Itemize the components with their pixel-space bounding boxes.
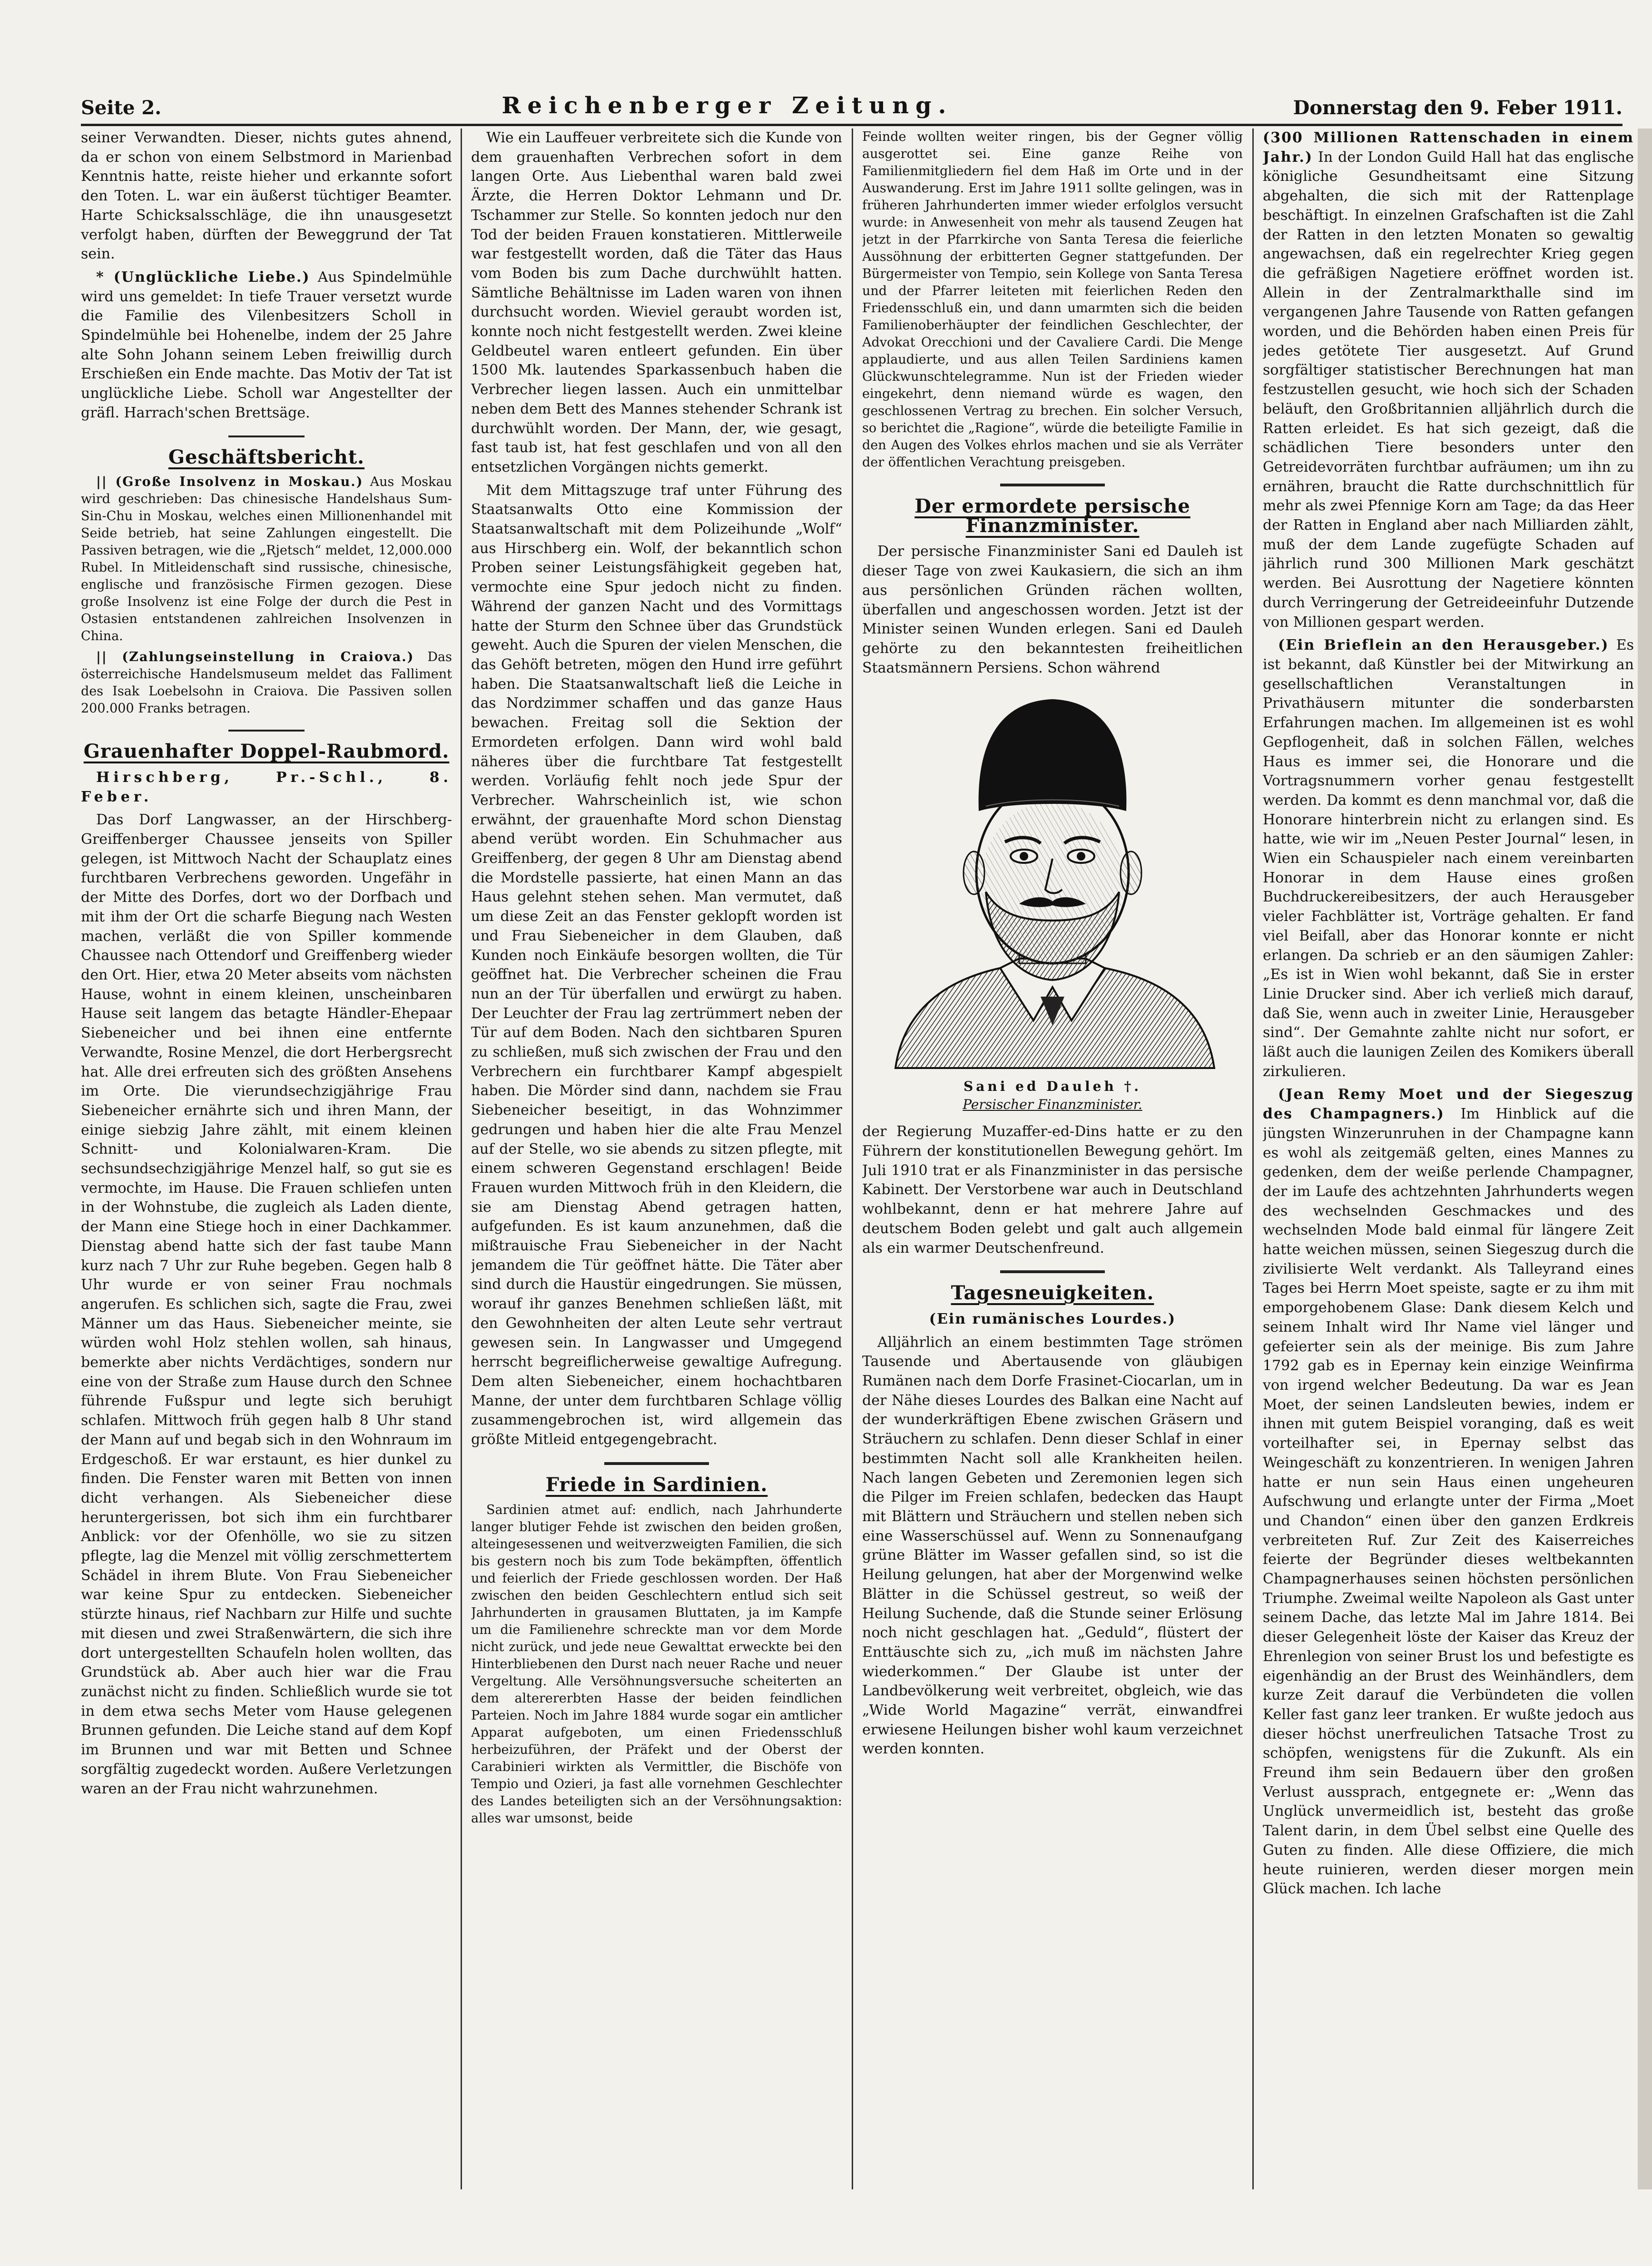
article-paragraph: der Regierung Muzaffer-ed-Dins hatte er zu den Führern der konstitutionellen Bewegung gehört. Im Juli 1910 trat er als Finanzminister in das persische Kabinett. Der Verstorbene war auch in Deutschland wohlbekannt, denn er hat mehrere Jahre auf deutschem Boden gelebt und galt auch allgemein als ein warmer Deutschenfreund. <box>862 1123 1243 1257</box>
news-item-body: Aus Moskau wird geschrieben: Das chinesische Handelshaus Sum-Sin-Chu in Moskau, welches einen Millionenhandel mit Seide betrieb, hat seine Zahlungen eingestellt. Die Passiven betragen, wie die „Rjetsch“ meldet, 12,000.000 Rubel. In Mitleidenschaft sind russische, chinesische, englische und französische Firmen gezogen. Diese große Insolvenz ist eine Folge der durch die Pest in Ostasien entstandenen zahlreichen Insolvenzen in China. <box>81 475 452 644</box>
section-title-persischer-finanzminister: Der ermordete persische Finanzminister. <box>914 495 1190 537</box>
news-item-body: Im Hinblick auf die jüngsten Winzerunruhen in der Champagne kann es wohl als zeitgemäß gelten, eines Mannes zu gedenken, dem der weiße perlende Champagner, der im Laufe des achtzehnten Jahrhunderts wegen des wechselnden Geschmackes und des wechselnden Mode bald einmal für längere Zeit hatte weichen müssen, seinen Siegeszug durch die zivilisierte Welt verdankt. Als Talleyrand eines Tages bei Herrn Moet speiste, sagte er zu ihm mit emporgehobenem Glase: Dank diesem Kelch und seinem Inhalt wird Ihr Name viel länger und gefeierter sein als der meinige. Bis zum Jahre 1792 gab es in Epernay kein einzige Weinfirma von irgend welcher Bedeutung. Da war es Jean Moet, der seinen Landsleuten bewies, indem er ihnen mit gutem Beispiel voranging, daß es weit vorteilhafter sei, in Epernay selbst das Weingeschäft zu konzentrieren. In wenigen Jahren hatte er nun sein Haus einen ungeheuren Aufschwung und erlangte unter der Firma „Moet und Chandon“ einen über den ganzen Erdkreis verbreiteten Ruf. Zur Zeit des Kaiserreiches feierte der Begründer dieses weltbekannten Champagnerhauses seinen höchsten persönlichen Triumphe. Zweimal weilte Napoleon als Gast unter seinem Dache, das letzte Mal im Jahre 1814. Bei dieser Gelegenheit löste der Kaiser das Kreuz der Ehrenlegion von seiner Brust los und befestigte es eigenhändig an der Brust des Weinhändlers, dem kurze Zeit darauf die Verbündeten die vollen Keller fast ganz leer tranken. Er wußte jedoch aus dieser höchst unerfreulichen Tatsache Trost zu schöpfen, wenigstens für die Zukunft. Als ein Freund ihm sein Bedauern über den großen Verlust aussprach, entgegnete er: „Wenn das Unglück unvermeidlich ist, besteht das große Talent darin, in dem Übel selbst eine Quelle des Guten zu finden. Alle diese Offiziere, die mich heute ruinieren, werden dieser morgen mein Glück machen. Ich lache <box>1263 1106 1634 1898</box>
portrait-illustration <box>876 692 1229 1073</box>
news-item-body: Aus Spindelmühle wird uns gemeldet: In tiefe Trauer versetzt wurde die Familie des Vilenbesitzers Scholl in Spindelmühle bei Hohenelbe, indem der 25 Jahre alte Sohn Johann seinem Leben freiwillig durch Erschießen ein Ende machte. Das Motiv der Tat ist unglückliche Liebe. Scholl war Angestellter der gräfl. Harrach'schen Brettsäge. <box>81 268 452 421</box>
section-title-tagesneuigkeiten: Tagesneuigkeiten. <box>951 1282 1154 1305</box>
section-divider <box>228 435 305 437</box>
article-continuation: seiner Verwandten. Dieser, nichts gutes ahnend, da er schon von einem Selbstmord in Marienbad Kenntnis hatte, reiste hieher und erkannte sofort den Toten. L. war ein äußerst tüchtiger Beamter. Harte Schicksalsschläge, die ihn unausgesetzt verfolgt haben, dürften der Beweggrund der Tat sein. <box>81 129 452 263</box>
news-item-heading: * (Unglückliche Liebe.) <box>96 268 310 286</box>
portrait-caption <box>862 1078 1243 1114</box>
column-1 <box>81 129 452 2194</box>
page-number: Seite 2. <box>81 97 162 119</box>
section-divider <box>1000 484 1105 486</box>
news-item-body: In der London Guild Hall hat das englische königliche Gesundheitsamt eine Sitzung abgehalten, die sich mit der Rattenplage beschäftigt. In einzelnen Grafschaften ist die Zahl der Ratten in den letzten Monaten so gewaltig angewachsen, daß ein regelrechter Krieg gegen die gefräßigen Nagetiere eröffnet worden ist. Allein in der Zentralmarkthalle sind im vergangenen Jahre Tausende von Ratten gefangen worden, und die Behörden haben einen Preis für jedes getötete Tier ausgesetzt. Auf Grund sorgfältiger statistischer Berechnungen hat man festzustellen gesucht, wie hoch sich der Schaden beläuft, den Großbritannien alljährlich durch die Ratten erleidet. Es hat sich gezeigt, daß die schädlichen Tiere besonders unter den Getreidevorräten furchtbar aufräumen; um ihn zu ernähren, braucht die Ratte durchschnittlich für mehr als zwei Pfennige Korn am Tage; da das Heer der Ratten in England aber nach Milliarden zählt, muß der dem Lande zugefügte Schaden auf jährlich rund 300 Millionen Mark geschätzt werden. Bei Ausrottung der Nagetiere könnten durch Verringerung der Getreideeinfuhr Dutzende von Millionen gespart werden. <box>1263 148 1634 631</box>
news-item-unglueckliche-liebe <box>81 268 452 423</box>
caption-name: Sani ed Dauleh †. <box>964 1079 1141 1095</box>
dateline: Hirschberg, Pr.-Schl., 8. Feber. <box>81 769 452 805</box>
news-item-insolvenz-moskau <box>81 474 452 645</box>
news-item-heading: || (Zahlungseinstellung in Craiova.) <box>96 650 414 665</box>
news-item-heading-text: (Ein rumänisches Lourdes.) <box>929 1310 1176 1327</box>
news-item-heading <box>862 1310 1243 1329</box>
portrait-engraving-icon <box>876 692 1229 1073</box>
news-item-body: Das österreichische Handelsmuseum meldet das Falliment des Isak Loebelsohn in Craiova. Die Passiven sollen 200.000 Franks betragen. <box>81 650 452 716</box>
news-item-heading: (300 Millionen Rattenschaden in einem Jahr.) <box>1263 129 1634 166</box>
section-divider <box>604 1462 709 1465</box>
article-paragraph: Mit dem Mittagszuge traf unter Führung des Staatsanwalts Otto eine Kommission der Staatsanwaltschaft mit dem Polizeihunde „Wolf“ aus Hirschberg ein. Wolf, der bekanntlich schon Proben seiner Leistungsfähigkeit gegeben hat, vermochte eine Spur jedoch nicht zu finden. Während der ganzen Nacht und des Vormittags hatte der Sturm den Schnee über das Grundstück geweht. Auch die Spuren der vielen Menschen, die das Gehöft betreten, mögen den Hund irre geführt haben. Die Staatsanwaltschaft ließ die Leiche in das Nordzimmer schaffen und das ganze Haus bewachen. Freitag soll die Sektion der Ermordeten erfolgen. Dann wird wohl bald näheres über die furchtbare Tat festgestellt werden. Vorläufig fehlt noch jede Spur der Verbrecher. Wahrscheinlich ist, wie schon erwähnt, der grauenhafte Mord schon Dienstag abend verübt worden. Ein Schuhmacher aus Greiffenberg, der gegen 8 Uhr am Dienstag abend die Mordstelle passierte, hat einen Mann an das Haus gelehnt stehen sehen. Man vermutet, daß um diese Zeit an das Fenster geklopft worden ist und Frau Siebeneicher in dem Glauben, daß Kunden noch Einkäufe besorgen wollten, die Tür geöffnet hat. Die Verbrecher scheinen die Frau nun an der Tür überfallen und erwürgt zu haben. Der Leuchter der Frau lag zertrümmert neben der Tür auf dem Boden. Nach den sichtbaren Spuren zu schließen, muß sich zwischen der Frau und den Verbrechern ein furchtbarer Kampf abgespielt haben. Die Mörder sind dann, nachdem sie Frau Siebeneicher beseitigt, in das Wohnzimmer gedrungen und haben hier die alte Frau Menzel auf der Stelle, wo sie abends zu sitzen pflegte, mit einem schweren Gegenstand erschlagen! Beide Frauen wurden Mittwoch früh in den Kleidern, die sie am Dienstag Abend getragen hatten, aufgefunden. Es ist kaum anzunehmen, daß die mißtrauische Frau Siebeneicher in der Nacht jemandem die Tür geöffnet hätte. Die Täter aber sind durch die Haustür eingedrungen. Sie müssen, worauf ihr ganzes Benehmen schließen läßt, mit den Gewohnheiten der alten Leute sehr vertraut gewesen sein. In Langwasser und Umgegend herrscht begreiflicherweise gewaltige Aufregung. Dem alten Siebeneicher, einem hochachtbaren Manne, der unter dem furchtbaren Schlage völlig zusammengebrochen ist, wird allgemein das größte Mitleid entgegengebracht. <box>471 482 842 1448</box>
column-rule <box>852 129 853 2189</box>
caption-title: Persischer Finanzminister. <box>963 1097 1142 1113</box>
news-item-heading: (Ein Brieflein an den Herausgeber.) <box>1278 637 1609 654</box>
article-paragraph: Sardinien atmet auf: endlich, nach Jahrhunderte langer blutiger Fehde ist zwischen den beiden großen, alteingesessenen und weitverzweigten Familien, die sich bis gestern noch bis zum Tode bekämpften, öffentlich und feierlich der Friede geschlossen worden. Der Haß zwischen den beiden Geschlechtern entlud sich seit Jahrhunderten in grausamen Bluttaten, ja im Kampfe um die Familienehre schreckte man vor dem Morde nicht zurück, und jede neue Gewalttat erweckte bei den Hinterbliebenen den Durst nach neuer Rache und neuer Vergeltung. Alle Versöhnungsversuche scheiterten an dem alterererbten Hasse der beiden feindlichen Parteien. Noch im Jahre 1884 wurde sogar ein amtlicher Apparat aufgeboten, um einen Friedensschluß herbeizuführen, der Präfekt und der Oberst der Carabinieri wirkten als Vermittler, die Bischöfe von Tempio und Ozieri, ja fast alle vornehmen Geschlechter des Landes beteiligten sich an der Versöhnungsaktion: alles war umsonst, beide <box>471 1502 842 1826</box>
column-4 <box>1263 129 1634 2194</box>
news-item-craiova <box>81 649 452 717</box>
news-item-brieflein <box>1263 636 1634 1081</box>
section-divider <box>1000 1270 1105 1273</box>
section-divider <box>228 730 305 732</box>
section-title-doppel-raubmord: Grauenhafter Doppel-Raubmord. <box>83 740 450 763</box>
article-paragraph: Das Dorf Langwasser, an der Hirschberg-Greiffenberger Chaussee jenseits von Spiller gelegen, ist Mittwoch Nacht der Schauplatz eines furchtbaren Verbrechens geworden. Ungefähr in der Mitte des Dorfes, dort wo der Dorfbach und mit ihm der Ort die scharfe Biegung nach Westen machen, verläßt die von Spiller kommende Chaussee nach Ottendorf und Greiffenberg wieder den Ort. Hier, etwa 20 Meter abseits vom nächsten Hause, wohnt in einem kleinen, unscheinbaren Hause seit langem das betagte Händler-Ehepaar Siebeneicher und bei ihnen eine entfernte Verwandte, Rosine Menzel, die dort Herbergsrecht hat. Alle drei erfreuten sich des größten Ansehens im Orte. Die vierundsechzigjährige Frau Siebeneicher ernährte sich und ihren Mann, der einige siebzig Jahre zählt, mit einem kleinen Schnitt- und Kolonialwaren-Kram. Die sechsundsechzigjährige Menzel half, so gut sie es vermochte, im Hause. Die Frauen schliefen unten in der Wohnstube, die zugleich als Laden diente, der Mann eine Stiege hoch in einer Dachkammer. Dienstag abend hatte sich der fast taube Mann kurz nach 7 Uhr zur Ruhe begeben. Gegen halb 8 Uhr wurde er von seiner Frau nochmals angerufen. Es schlichen sich, sagte die Frau, zwei Männer um das Haus. Siebeneicher meinte, sie würden wohl Holz stehlen wollen, sah hinaus, bemerkte aber nichts Verdächtiges, sondern nur eine von der Straße zum Hause durch den Schnee führende Fußspur und legte sich beruhigt schlafen. Mittwoch früh gegen halb 8 Uhr stand der Mann auf und begab sich in den Wohnraum im Erdgeschoß. Er war erstaunt, es hier dunkel zu finden. Die Fenster waren mit Betten von innen dicht verhangen. Als Siebeneicher diese heruntergerissen, bot sich ihm ein furchtbarer Anblick: vor der Ofenhölle, wo sie zu sitzen pflegte, lag die Menzel mit völlig zerschmettertem Schädel in ihrem Blute. Von Frau Siebeneicher war keine Spur zu entdecken. Siebeneicher stürzte hinaus, rief Nachbarn zur Hilfe und suchte mit diesen und zwei Straßenwärtern, die sich ihre dort untergestellten Schaufeln holen wollten, das Grundstück ab. Aber auch hier war die Frau zunächst nicht zu finden. Schließlich wurde sie tot in dem etwa sechs Meter vom Hause gelegenen Brunnen gefunden. Die Leiche stand auf dem Kopf im Brunnen und war mit Betten und Schnee sorgfältig zugedeckt worden. Außere Verletzungen waren an der Frau nicht wahrzunehmen. <box>81 811 452 1797</box>
column-rule <box>461 129 462 2189</box>
newspaper-title: Reichenberger Zeitung. <box>502 92 953 119</box>
news-item-champagner <box>1263 1085 1634 1899</box>
page-header <box>81 85 1622 126</box>
news-item-heading: (Jean Remy Moet und der Siegeszug des Champagners.) <box>1263 1086 1634 1123</box>
column-3 <box>862 129 1243 2194</box>
news-item-body: Es ist bekannt, daß Künstler bei der Mitwirkung an gesellschaftlichen Veranstaltungen in Privathäusern mitunter die sonderbarsten Erfahrungen machen. Im allgemeinen ist es wohl Gepflogenheit, daß in solchen Fällen, welches Haus es immer sei, die Honorare und die Vortragsnummern vorher genau festgestellt werden. Da kommt es denn manchmal vor, daß die Honorare hinterbrein nicht zu erlangen sind. Es hatte, wie wir im „Neuen Pester Journal“ lesen, in Wien ein Schauspieler nach einem vereinbarten Honorar in dem Hause eines großen Buchdruckereibesitzers, der auch Herausgeber vieler Fachblätter ist, Vorträge gehalten. Er fand viel Beifall, aber das Honorar konnte er nicht erlangen. Da schrieb er an den säumigen Zahler: „Es ist in Wien wohl bekannt, daß Sie in erster Linie Drucker sind. Aber ich verließ mich darauf, daß Sie, wenn auch in zweiter Linie, Herausgeber sind“. Der Gemahnte zahlte nicht nur sofort, er läßt auch die launigen Zeilen des Komikers überall zirkulieren. <box>1263 637 1634 1080</box>
column-2 <box>471 129 842 2194</box>
article-paragraph: Alljährlich an einem bestimmten Tage strömen Tausende und Abertausende von gläubigen Rumänen nach dem Dorfe Frasinet-Ciocarlan, um in der Nähe dieses Lourdes des Balkan eine Nacht auf der wunderkräftigen Ebene zwischen Gräsern und Sträuchern zu schlafen. Denn dieser Schlaf in einer bestimmten Nacht soll alle Krankheiten heilen. Nach langen Gebeten und Zeremonien legen sich die Pilger im Freien schlafen, bedecken das Haupt mit Blättern und Sträuchern und stellen neben sich eine Wasserschüssel auf. Wenn zu Sonnenaufgang grüne Blätter im Wasser gefallen sind, so ist die Heilung gelungen, hat aber der Morgenwind welke Blätter in die Schüssel gestreut, so weiß der Heilung Suchende, daß die Stunde seiner Erlösung noch nicht geschlagen hat. „Geduld“, flüstert der Enttäuschte sich zu, „ich muß im nächsten Jahre wiederkommen.“ Der Glaube ist unter der Landbevölkerung weit verbreitet, obgleich, wie das „Wide World Magazine“ verrät, einwandfrei erwiesene Heilungen bisher wohl kaum verzeichnet werden konnten. <box>862 1334 1243 1758</box>
section-title-friede-sardinien: Friede in Sardinien. <box>545 1473 768 1496</box>
section-title-geschaeftsbericht: Geschäftsbericht. <box>168 445 365 468</box>
article-paragraph: Der persische Finanzminister Sani ed Dauleh ist dieser Tage von zwei Kaukasiern, die sich an ihm aus persönlichen Gründen rächen wollten, überfallen und angeschossen worden. Jetzt ist der Minister seinen Wunden erlegen. Sani ed Dauleh gehörte zu den bekanntesten freiheitlichen Staatsmännern Persiens. Schon während <box>862 543 1243 676</box>
page-edge-shadow <box>1638 129 1652 2189</box>
article-paragraph: Feinde wollten weiter ringen, bis der Gegner völlig ausgerottet sei. Eine ganze Reihe von Familienmitgliedern fiel dem Haß im Orte und in der Auswanderung. Erst im Jahre 1911 sollte gelingen, was in früheren Jahrhunderten immer wieder erfolglos versucht wurde: in Anwesenheit von mehr als tausend Zeugen hat jetzt in der Pfarrkirche von Santa Teresa die feierliche Aussöhnung der erbitterten Gegner stattgefunden. Der Bürgermeister von Tempio, sein Kollege von Santa Teresa und der Pfarrer leiteten mit feierlichen Reden den Friedensschluß ein, und dann umarmten sich die beiden Familienoberhäupter der feindlichen Geschlechter, der Advokat Orecchioni und der Cavaliere Cardi. Die Menge applaudierte, und aus allen Teilen Sardiniens kamen Glückwunschtelegramme. Nun ist der Frieden wieder eingekehrt, denn niemand würde es wagen, den geschlossenen Vertrag zu brechen. Ein solcher Versuch, so berichtet die „Ragione“, würde die beteiligte Familie in den Augen des Volkes ehrlos machen und sie als Verräter der öffentlichen Verachtung preisgeben. <box>862 129 1243 470</box>
news-item-rattenschaden <box>1263 129 1634 632</box>
column-rule <box>1252 129 1254 2189</box>
news-item-heading: || (Große Insolvenz in Moskau.) <box>96 475 364 490</box>
article-paragraph: Wie ein Lauffeuer verbreitete sich die Kunde von dem grauenhaften Verbrechen sofort in dem langen Orte. Aus Liebenthal waren bald zwei Ärzte, die Herren Doktor Lehmann und Dr. Tschammer zur Stelle. So konnten jedoch nur den Tod der beiden Frauen konstatieren. Mittlerweile war festgestellt worden, daß die Täter das Haus vom Boden bis zum Dache durchwühlt hatten. Sämtliche Behältnisse im Laden waren von ihnen durchsucht worden. Wieviel geraubt worden ist, konnte noch nicht festgestellt werden. Zwei kleine Geldbeutel waren entleert gefunden. Ein über 1500 Mk. lautendes Sparkassenbuch haben die Verbrecher liegen lassen. Auch ein unmittelbar neben dem Bett des Mannes stehender Schrank ist durchwühlt worden. Der Mann, der, wie gesagt, fast taub ist, hat fest geschlafen und von all den entsetzlichen Vorgängen nichts gemerkt. <box>471 129 842 475</box>
issue-date: Donnerstag den 9. Feber 1911. <box>1293 97 1622 119</box>
